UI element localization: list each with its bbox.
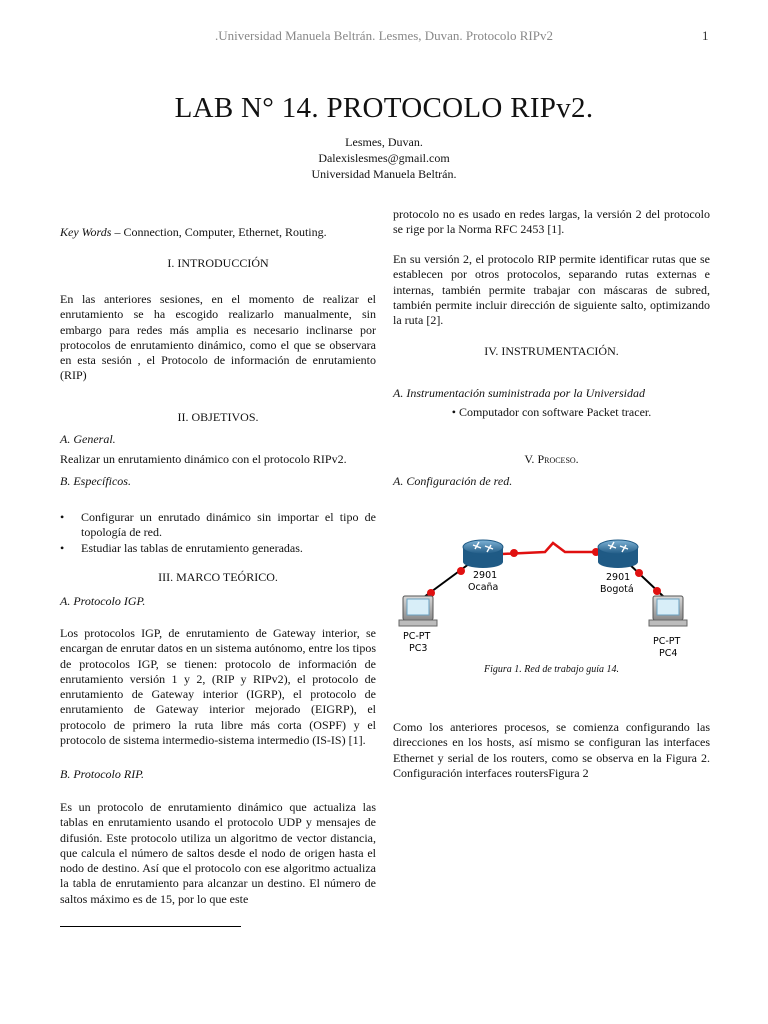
router-ocana-icon	[463, 540, 503, 568]
subsection-general: A. General.	[60, 432, 116, 446]
pc4-type: PC-PT	[653, 636, 681, 647]
subsection-instrumentacion: A. Instrumentación suministrada por la Universidad	[393, 386, 645, 400]
subsection-protocolo-igp: A. Protocolo IGP.	[60, 594, 146, 608]
pc3-computer-icon	[399, 596, 437, 626]
author-affiliation: Universidad Manuela Beltrán.	[311, 167, 457, 181]
instrumentation-text: Computador con software Packet tracer.	[458, 405, 652, 419]
general-paragraph	[60, 452, 376, 467]
rip-paragraph	[60, 800, 376, 907]
pc4-name: PC4	[659, 648, 678, 659]
router2-name: Bogotá	[600, 584, 634, 595]
router-bogota-icon	[598, 540, 638, 568]
link-dot	[510, 549, 518, 557]
igp-text: Los protocolos IGP, de enrutamiento de Gateway interior, se encargan de enrutar datos en un sistema autónomo, entre los tipos de protocolos IGP, se tienen: protocolo de información de enrutamiento versión 1 y 2, (RIP y RIPv2), el protocolo de enrutamiento de Gateway interior (IGRP), el protocolo de enrutamiento de Gateway interior mejorado (EIGRP), el protocolo de primero la ruta libre más corta (OSPF) y el protocolo de sistema intermedio-sistema intermedio (IS-IS) [1].	[60, 626, 376, 748]
keywords-text: – Connection, Computer, Ethernet, Routing.	[111, 225, 327, 239]
rip-text: Es un protocolo de enrutamiento dinámico que actualiza las tablas en enrutamiento usando el protocolo UDP y mensajes de difusión. Este protocolo utiliza un algoritmo de vector distancia, que calcula el número de saltos desde el nodo de origen hasta el nodo de destino. Así que el protocolo con ese algoritmo actualiza la tabla de enrutamiento para alcanzar un destino. El número de saltos máximo es de 15, por lo que este	[60, 800, 376, 906]
process-text: Como los anteriores procesos, se comienza configurando las direcciones en los hosts, así mismo se configuran las interfaces Ethernet y serial de los routers, como se observa en la Figura 2. Configuración interfaces routersFigura 2	[393, 720, 710, 780]
subsection-protocolo-rip: B. Protocolo RIP.	[60, 767, 144, 781]
router1-name: Ocaña	[468, 582, 499, 593]
link-dot	[653, 587, 661, 595]
list-item	[60, 541, 376, 556]
pc3-name: PC3	[409, 643, 428, 654]
bullet-text: • Estudiar las tablas de enrutamiento generadas.	[81, 540, 303, 555]
igp-paragraph	[60, 626, 376, 748]
pc3-type: PC-PT	[403, 631, 431, 642]
instrumentation-item	[393, 405, 710, 420]
section-objetivos-heading: II. OBJETIVOS.	[177, 410, 259, 424]
section-introduccion-heading: I. INTRODUCCIÓN	[167, 256, 269, 270]
section-proceso-heading	[393, 452, 710, 467]
continued-text: protocolo no es usado en redes largas, la versión 2 del protocolo se rige por la Norma RFC 2453 [1].	[393, 207, 710, 237]
list-item	[60, 510, 376, 541]
continued-paragraph	[393, 207, 710, 238]
author-block	[0, 134, 768, 182]
subsection-configuracion: A. Configuración de red.	[393, 474, 513, 488]
intro-text: En las anteriores sesiones, en el momento de realizar el enrutamiento se ha escogido realizarlo manualmente, sin embargo para redes más amplia es necesario inclinarse por protocolos de enrutamiento dinámico, como el que se observara en esta sesión , el Protocolo de información de enrutamiento (RIP)	[60, 292, 376, 383]
paper-title: LAB N° 14. PROTOCOLO RIPv2.	[174, 92, 594, 124]
running-head: .Universidad Manuela Beltrán. Lesmes, Duvan. Protocolo RIPv2	[215, 28, 553, 43]
pc4-computer-icon	[649, 596, 687, 626]
author-name: Lesmes, Duvan.	[345, 135, 423, 149]
section-name: Proceso.	[537, 452, 579, 466]
section-instrumentacion-heading: IV. INSTRUMENTACIÓN.	[484, 344, 619, 358]
subsection-especificos: B. Específicos.	[60, 474, 131, 488]
bullet-icon: •	[451, 405, 459, 419]
general-text: Realizar un enrutamiento dinámico con el protocolo RIPv2.	[60, 452, 347, 466]
bullet-text: • Configurar un enrutado dinámico sin importar el tipo de topología de red.	[81, 510, 376, 540]
author-email: Dalexislesmes@gmail.com	[318, 151, 450, 165]
ripv2-paragraph	[393, 252, 710, 328]
keywords	[60, 225, 376, 240]
ripv2-text: En su versión 2, el protocolo RIP permite identificar rutas que se establecen por otros protocolos, separando rutas externas e internas, también permite trabajar con máscaras de subred, también permite incluir dirección de siguiente salto, optimizando la ruta [2].	[393, 252, 710, 328]
keywords-label: Key Words	[60, 225, 112, 239]
router1-model: 2901	[473, 570, 498, 581]
process-paragraph	[393, 720, 710, 781]
section-number: V.	[524, 452, 538, 466]
network-topology-figure	[395, 530, 710, 666]
intro-paragraph	[60, 292, 376, 384]
router2-model: 2901	[606, 572, 631, 583]
footnote-separator	[60, 926, 241, 927]
figure-caption: Figura 1. Red de trabajo guía 14.	[484, 664, 619, 675]
link-dot	[635, 569, 643, 577]
link-dot	[457, 567, 465, 575]
page-number: 1	[702, 28, 709, 43]
objectives-list	[60, 510, 376, 556]
section-marco-teorico-heading: III. MARCO TEÓRICO.	[158, 570, 278, 584]
